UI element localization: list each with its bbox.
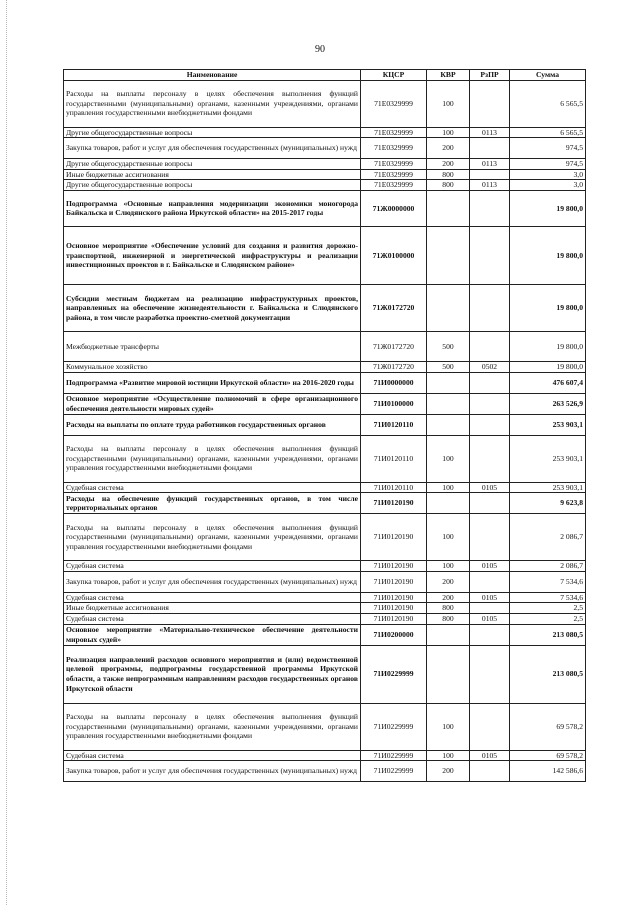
table-row	[64, 571, 586, 592]
cell-sum: 6 565,5	[510, 127, 586, 138]
cell-kcsr: 71Е0329999	[361, 138, 427, 159]
cell-sum: 974,5	[510, 138, 586, 159]
cell-sum: 9 623,8	[510, 493, 586, 514]
cell-kvr	[427, 284, 470, 331]
cell-kvr	[427, 624, 470, 645]
cell-kvr	[427, 372, 470, 393]
cell-name: Подпрограмма «Основные направления модернизации экономики моногорода Байкальска и Слюдянского района Иркутской области» на 2015-2017 годы	[64, 190, 361, 226]
cell-name: Судебная система	[64, 592, 361, 603]
table-row	[64, 393, 586, 414]
table-row	[64, 169, 586, 180]
cell-kvr: 200	[427, 138, 470, 159]
cell-name: Закупка товаров, работ и услуг для обеспечения государственных (муниципальных) нужд	[64, 571, 361, 592]
table-row	[64, 180, 586, 191]
cell-kvr	[427, 414, 470, 435]
cell-rzpr	[470, 571, 510, 592]
cell-name: Субсидии местным бюджетам на реализацию инфраструктурных проектов, направленных на обеспечение жизнедеятельности г. Байкальска и Слюдянского района, в том числе разработка проектно-сметной документации	[64, 284, 361, 331]
cell-rzpr	[470, 331, 510, 361]
cell-rzpr: 0105	[470, 482, 510, 493]
table-row	[64, 603, 586, 614]
cell-rzpr: 0113	[470, 159, 510, 170]
cell-rzpr: 0105	[470, 750, 510, 761]
table-row	[64, 624, 586, 645]
cell-sum: 69 578,2	[510, 750, 586, 761]
cell-name: Судебная система	[64, 750, 361, 761]
cell-sum: 2 086,7	[510, 514, 586, 561]
header-kvr: КВР	[427, 70, 470, 81]
cell-kcsr: 71И0229999	[361, 703, 427, 750]
cell-kvr: 800	[427, 169, 470, 180]
cell-rzpr	[470, 624, 510, 645]
cell-name: Иные бюджетные ассигнования	[64, 603, 361, 614]
cell-sum: 253 903,1	[510, 414, 586, 435]
cell-rzpr: 0113	[470, 127, 510, 138]
cell-rzpr	[470, 761, 510, 782]
cell-sum: 253 903,1	[510, 435, 586, 482]
cell-kcsr: 71И0200000	[361, 624, 427, 645]
cell-kvr: 100	[427, 80, 470, 127]
cell-sum: 2,5	[510, 613, 586, 624]
cell-kvr: 800	[427, 613, 470, 624]
cell-sum: 6 565,5	[510, 80, 586, 127]
cell-kcsr: 71И0229999	[361, 645, 427, 703]
cell-sum: 974,5	[510, 159, 586, 170]
cell-sum: 476 607,4	[510, 372, 586, 393]
table-row	[64, 414, 586, 435]
cell-kcsr: 71И0120190	[361, 493, 427, 514]
cell-kvr: 100	[427, 561, 470, 572]
cell-sum: 7 534,6	[510, 592, 586, 603]
cell-kcsr: 71И0120110	[361, 482, 427, 493]
table-row	[64, 493, 586, 514]
table-row	[64, 127, 586, 138]
cell-sum: 3,0	[510, 169, 586, 180]
cell-kcsr: 71И0120110	[361, 435, 427, 482]
table-row	[64, 482, 586, 493]
cell-kcsr: 71Ж0172720	[361, 361, 427, 372]
table-row	[64, 703, 586, 750]
cell-rzpr: 0105	[470, 561, 510, 572]
cell-kvr: 800	[427, 603, 470, 614]
cell-kcsr: 71Е0329999	[361, 180, 427, 191]
cell-name: Основное мероприятие «Материально-техническое обеспечение деятельности мировых судей»	[64, 624, 361, 645]
cell-kvr: 200	[427, 592, 470, 603]
page-number: 90	[315, 44, 325, 55]
header-rzpr: РзПР	[470, 70, 510, 81]
table-row	[64, 514, 586, 561]
table-row	[64, 331, 586, 361]
cell-kvr: 100	[427, 127, 470, 138]
cell-rzpr	[470, 393, 510, 414]
cell-kcsr: 71И0120190	[361, 613, 427, 624]
cell-rzpr	[470, 190, 510, 226]
table-row	[64, 372, 586, 393]
table-row	[64, 190, 586, 226]
cell-kvr: 100	[427, 750, 470, 761]
table-row	[64, 435, 586, 482]
cell-name: Иные бюджетные ассигнования	[64, 169, 361, 180]
cell-name: Расходы на выплаты персоналу в целях обеспечения выполнения функций государственными (муниципальными) органами, казенными учреждениями, органами управления государственными внебюджетными фондами	[64, 435, 361, 482]
cell-rzpr: 0502	[470, 361, 510, 372]
cell-name: Основное мероприятие «Обеспечение условий для создания и развития дорожно-транспортной, инженерной и энергетической инфраструктуры и реализации инвестиционных проектов в г. Байкальске и Слюдянском районе»	[64, 226, 361, 284]
budget-table	[63, 69, 586, 782]
cell-sum: 213 080,5	[510, 645, 586, 703]
cell-kvr: 200	[427, 571, 470, 592]
cell-kcsr: 71Ж0172720	[361, 284, 427, 331]
cell-name: Закупка товаров, работ и услуг для обеспечения государственных (муниципальных) нужд	[64, 138, 361, 159]
cell-kvr: 100	[427, 703, 470, 750]
cell-kcsr: 71Ж0172720	[361, 331, 427, 361]
cell-sum: 2,5	[510, 603, 586, 614]
cell-kvr	[427, 226, 470, 284]
cell-rzpr: 0105	[470, 613, 510, 624]
cell-kcsr: 71Е0329999	[361, 169, 427, 180]
table-row	[64, 761, 586, 782]
cell-name: Расходы на выплаты персоналу в целях обеспечения выполнения функций государственными (муниципальными) органами, казенными учреждениями, органами управления государственными внебюджетными фондами	[64, 514, 361, 561]
cell-rzpr	[470, 493, 510, 514]
cell-kvr: 800	[427, 180, 470, 191]
table-row	[64, 138, 586, 159]
table-row	[64, 226, 586, 284]
header-name: Наименование	[64, 70, 361, 81]
cell-name: Судебная система	[64, 613, 361, 624]
cell-sum: 19 800,0	[510, 361, 586, 372]
cell-name: Межбюджетные трансферты	[64, 331, 361, 361]
cell-kvr	[427, 493, 470, 514]
cell-rzpr: 0113	[470, 180, 510, 191]
cell-rzpr	[470, 435, 510, 482]
cell-name: Реализация направлений расходов основного мероприятия и (или) ведомственной целевой программы, подпрограммы государственной программы Иркутской области, а также непрограммным направлениям расходов государственных органов Иркутской области	[64, 645, 361, 703]
cell-kcsr: 71И0100000	[361, 393, 427, 414]
cell-kcsr: 71Е0329999	[361, 80, 427, 127]
cell-sum: 213 080,5	[510, 624, 586, 645]
cell-kcsr: 71И0229999	[361, 761, 427, 782]
cell-rzpr	[470, 284, 510, 331]
cell-rzpr	[470, 414, 510, 435]
table-row	[64, 750, 586, 761]
cell-name: Другие общегосударственные вопросы	[64, 127, 361, 138]
cell-sum: 19 800,0	[510, 331, 586, 361]
cell-sum: 142 586,6	[510, 761, 586, 782]
table-row	[64, 80, 586, 127]
cell-kcsr: 71Ж0100000	[361, 226, 427, 284]
cell-name: Судебная система	[64, 482, 361, 493]
cell-rzpr	[470, 138, 510, 159]
cell-rzpr	[470, 645, 510, 703]
cell-sum: 2 086,7	[510, 561, 586, 572]
header-kcsr: КЦСР	[361, 70, 427, 81]
cell-kcsr: 71И0120190	[361, 514, 427, 561]
cell-name: Закупка товаров, работ и услуг для обеспечения государственных (муниципальных) нужд	[64, 761, 361, 782]
table-header-row	[64, 70, 586, 81]
cell-rzpr: 0105	[470, 592, 510, 603]
cell-kvr: 500	[427, 361, 470, 372]
cell-kcsr: 71И0000000	[361, 372, 427, 393]
cell-rzpr	[470, 80, 510, 127]
cell-name: Коммунальное хозяйство	[64, 361, 361, 372]
cell-kcsr: 71И0229999	[361, 750, 427, 761]
cell-name: Расходы на выплаты по оплате труда работников государственных органов	[64, 414, 361, 435]
cell-kvr: 200	[427, 159, 470, 170]
cell-kvr: 200	[427, 761, 470, 782]
table-row	[64, 361, 586, 372]
cell-kcsr: 71И0120190	[361, 603, 427, 614]
cell-name: Основное мероприятие «Осуществление полномочий в сфере организационного обеспечения деятельности мировых судей»	[64, 393, 361, 414]
cell-kvr: 100	[427, 435, 470, 482]
cell-name: Подпрограмма «Развитие мировой юстиции Иркутской области» на 2016-2020 годы	[64, 372, 361, 393]
cell-sum: 19 800,0	[510, 190, 586, 226]
cell-kcsr: 71И0120190	[361, 571, 427, 592]
cell-kcsr: 71И0120190	[361, 592, 427, 603]
table-row	[64, 561, 586, 572]
cell-kcsr: 71Е0329999	[361, 159, 427, 170]
cell-name: Судебная система	[64, 561, 361, 572]
cell-rzpr	[470, 514, 510, 561]
binding-edge	[6, 0, 13, 905]
cell-name: Расходы на выплаты персоналу в целях обеспечения выполнения функций государственными (муниципальными) органами, казенными учреждениями, органами управления государственными внебюджетными фондами	[64, 80, 361, 127]
cell-sum: 69 578,2	[510, 703, 586, 750]
cell-name: Другие общегосударственные вопросы	[64, 180, 361, 191]
cell-name: Расходы на выплаты персоналу в целях обеспечения выполнения функций государственными (муниципальными) органами, казенными учреждениями, органами управления государственными внебюджетными фондами	[64, 703, 361, 750]
cell-kvr: 100	[427, 482, 470, 493]
cell-sum: 253 903,1	[510, 482, 586, 493]
cell-sum: 19 800,0	[510, 284, 586, 331]
cell-rzpr	[470, 703, 510, 750]
table-row	[64, 645, 586, 703]
table-row	[64, 284, 586, 331]
cell-rzpr	[470, 169, 510, 180]
cell-sum: 3,0	[510, 180, 586, 191]
cell-rzpr	[470, 603, 510, 614]
cell-kvr	[427, 645, 470, 703]
cell-rzpr	[470, 372, 510, 393]
cell-kvr	[427, 393, 470, 414]
cell-kcsr: 71И0120110	[361, 414, 427, 435]
cell-sum: 7 534,6	[510, 571, 586, 592]
cell-kcsr: 71И0120190	[361, 561, 427, 572]
table-row	[64, 159, 586, 170]
cell-sum: 19 800,0	[510, 226, 586, 284]
cell-kcsr: 71Ж0000000	[361, 190, 427, 226]
cell-sum: 263 526,9	[510, 393, 586, 414]
cell-kvr: 500	[427, 331, 470, 361]
header-sum: Сумма	[510, 70, 586, 81]
cell-rzpr	[470, 226, 510, 284]
table-row	[64, 613, 586, 624]
table-row	[64, 592, 586, 603]
cell-name: Расходы на обеспечение функций государственных органов, в том числе территориальных органов	[64, 493, 361, 514]
cell-kvr: 100	[427, 514, 470, 561]
cell-kcsr: 71Е0329999	[361, 127, 427, 138]
cell-kvr	[427, 190, 470, 226]
cell-name: Другие общегосударственные вопросы	[64, 159, 361, 170]
